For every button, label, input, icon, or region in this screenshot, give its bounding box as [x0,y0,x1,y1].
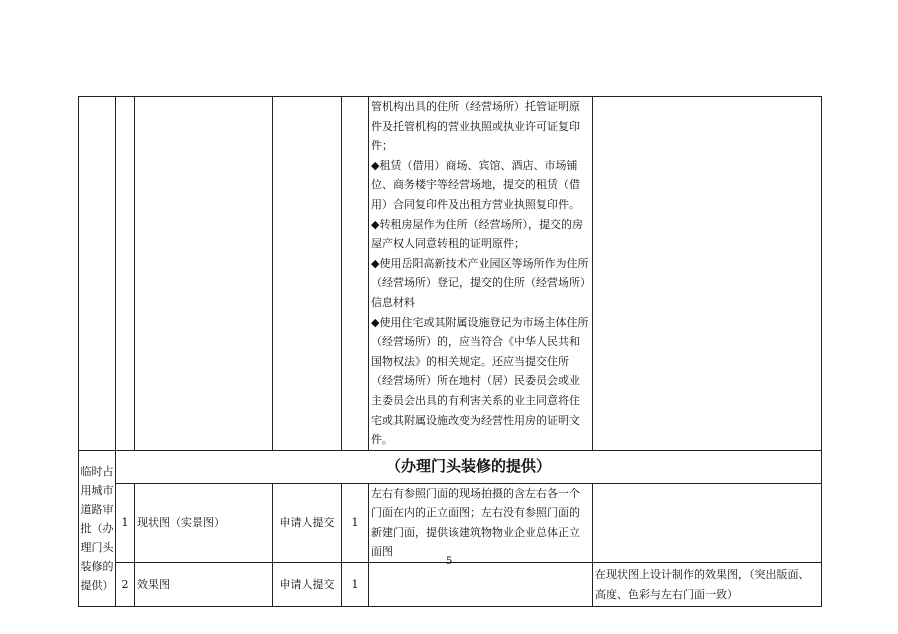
page-number: 5 [445,556,453,567]
material-name-cell [135,97,273,451]
requirement-cell: 管机构出具的住所（经营场所）托管证明原件及托管机构的营业执照或执业许可证复印件； ◆租赁（借用）商场、宾馆、酒店、市场铺位、商务楼宇等经营场地，提交的租赁（借用）合同复印件及出租方营业执照复印件。 ◆转租房屋作为住所（经营场所），提交的房屋产权人同意转租的证明原件； ◆使用岳阳高新技术产业园区等场所作为住所（经营场所）登记，提交的住所（经营场所）信息材料 ◆使用住宅或其附属设施登记为市场主体住所（经营场所）的，应当符合《中华人民共和国物权法》的相关规定。还应当提交住所（经营场所）所在地村（居）民委员会或业主委员会出具的有利害关系的业主同意将住宅或其附属设施改变为经营性用房的证明文件。 [369,97,593,451]
material-name: 现状图（实景图） [135,483,273,562]
source-cell [273,97,342,451]
material-copies: 1 [342,563,369,607]
copies-cell [342,97,369,451]
material-requirement [369,563,593,607]
number-cell [116,97,135,451]
material-name: 效果图 [135,563,273,607]
row-number: 2 [116,563,135,607]
material-remark [593,483,822,562]
remark-cell [593,97,822,451]
material-remark: 在现状图上设计制作的效果图，（突出版面、高度、色彩与左右门面一致） [593,563,822,607]
section-heading-row [79,450,822,483]
table-row [79,97,822,451]
table-row [79,483,822,562]
section-label: 临时占用城市道路审批（办理门头装修的提供） [79,450,116,606]
row-number: 1 [116,483,135,562]
material-requirement: 左右有参照门面的现场拍摄的含左右各一个门面在内的正立面图；左右没有参照门面的新建门面，提供该建筑物物业企业总体正立面图 [369,483,593,562]
material-copies: 1 [342,483,369,562]
category-cell [79,97,116,451]
materials-table [78,96,822,607]
material-source: 申请人提交 [273,563,342,607]
section-heading: （办理门头装修的提供） [116,450,822,483]
table-row [79,563,822,607]
material-source: 申请人提交 [273,483,342,562]
